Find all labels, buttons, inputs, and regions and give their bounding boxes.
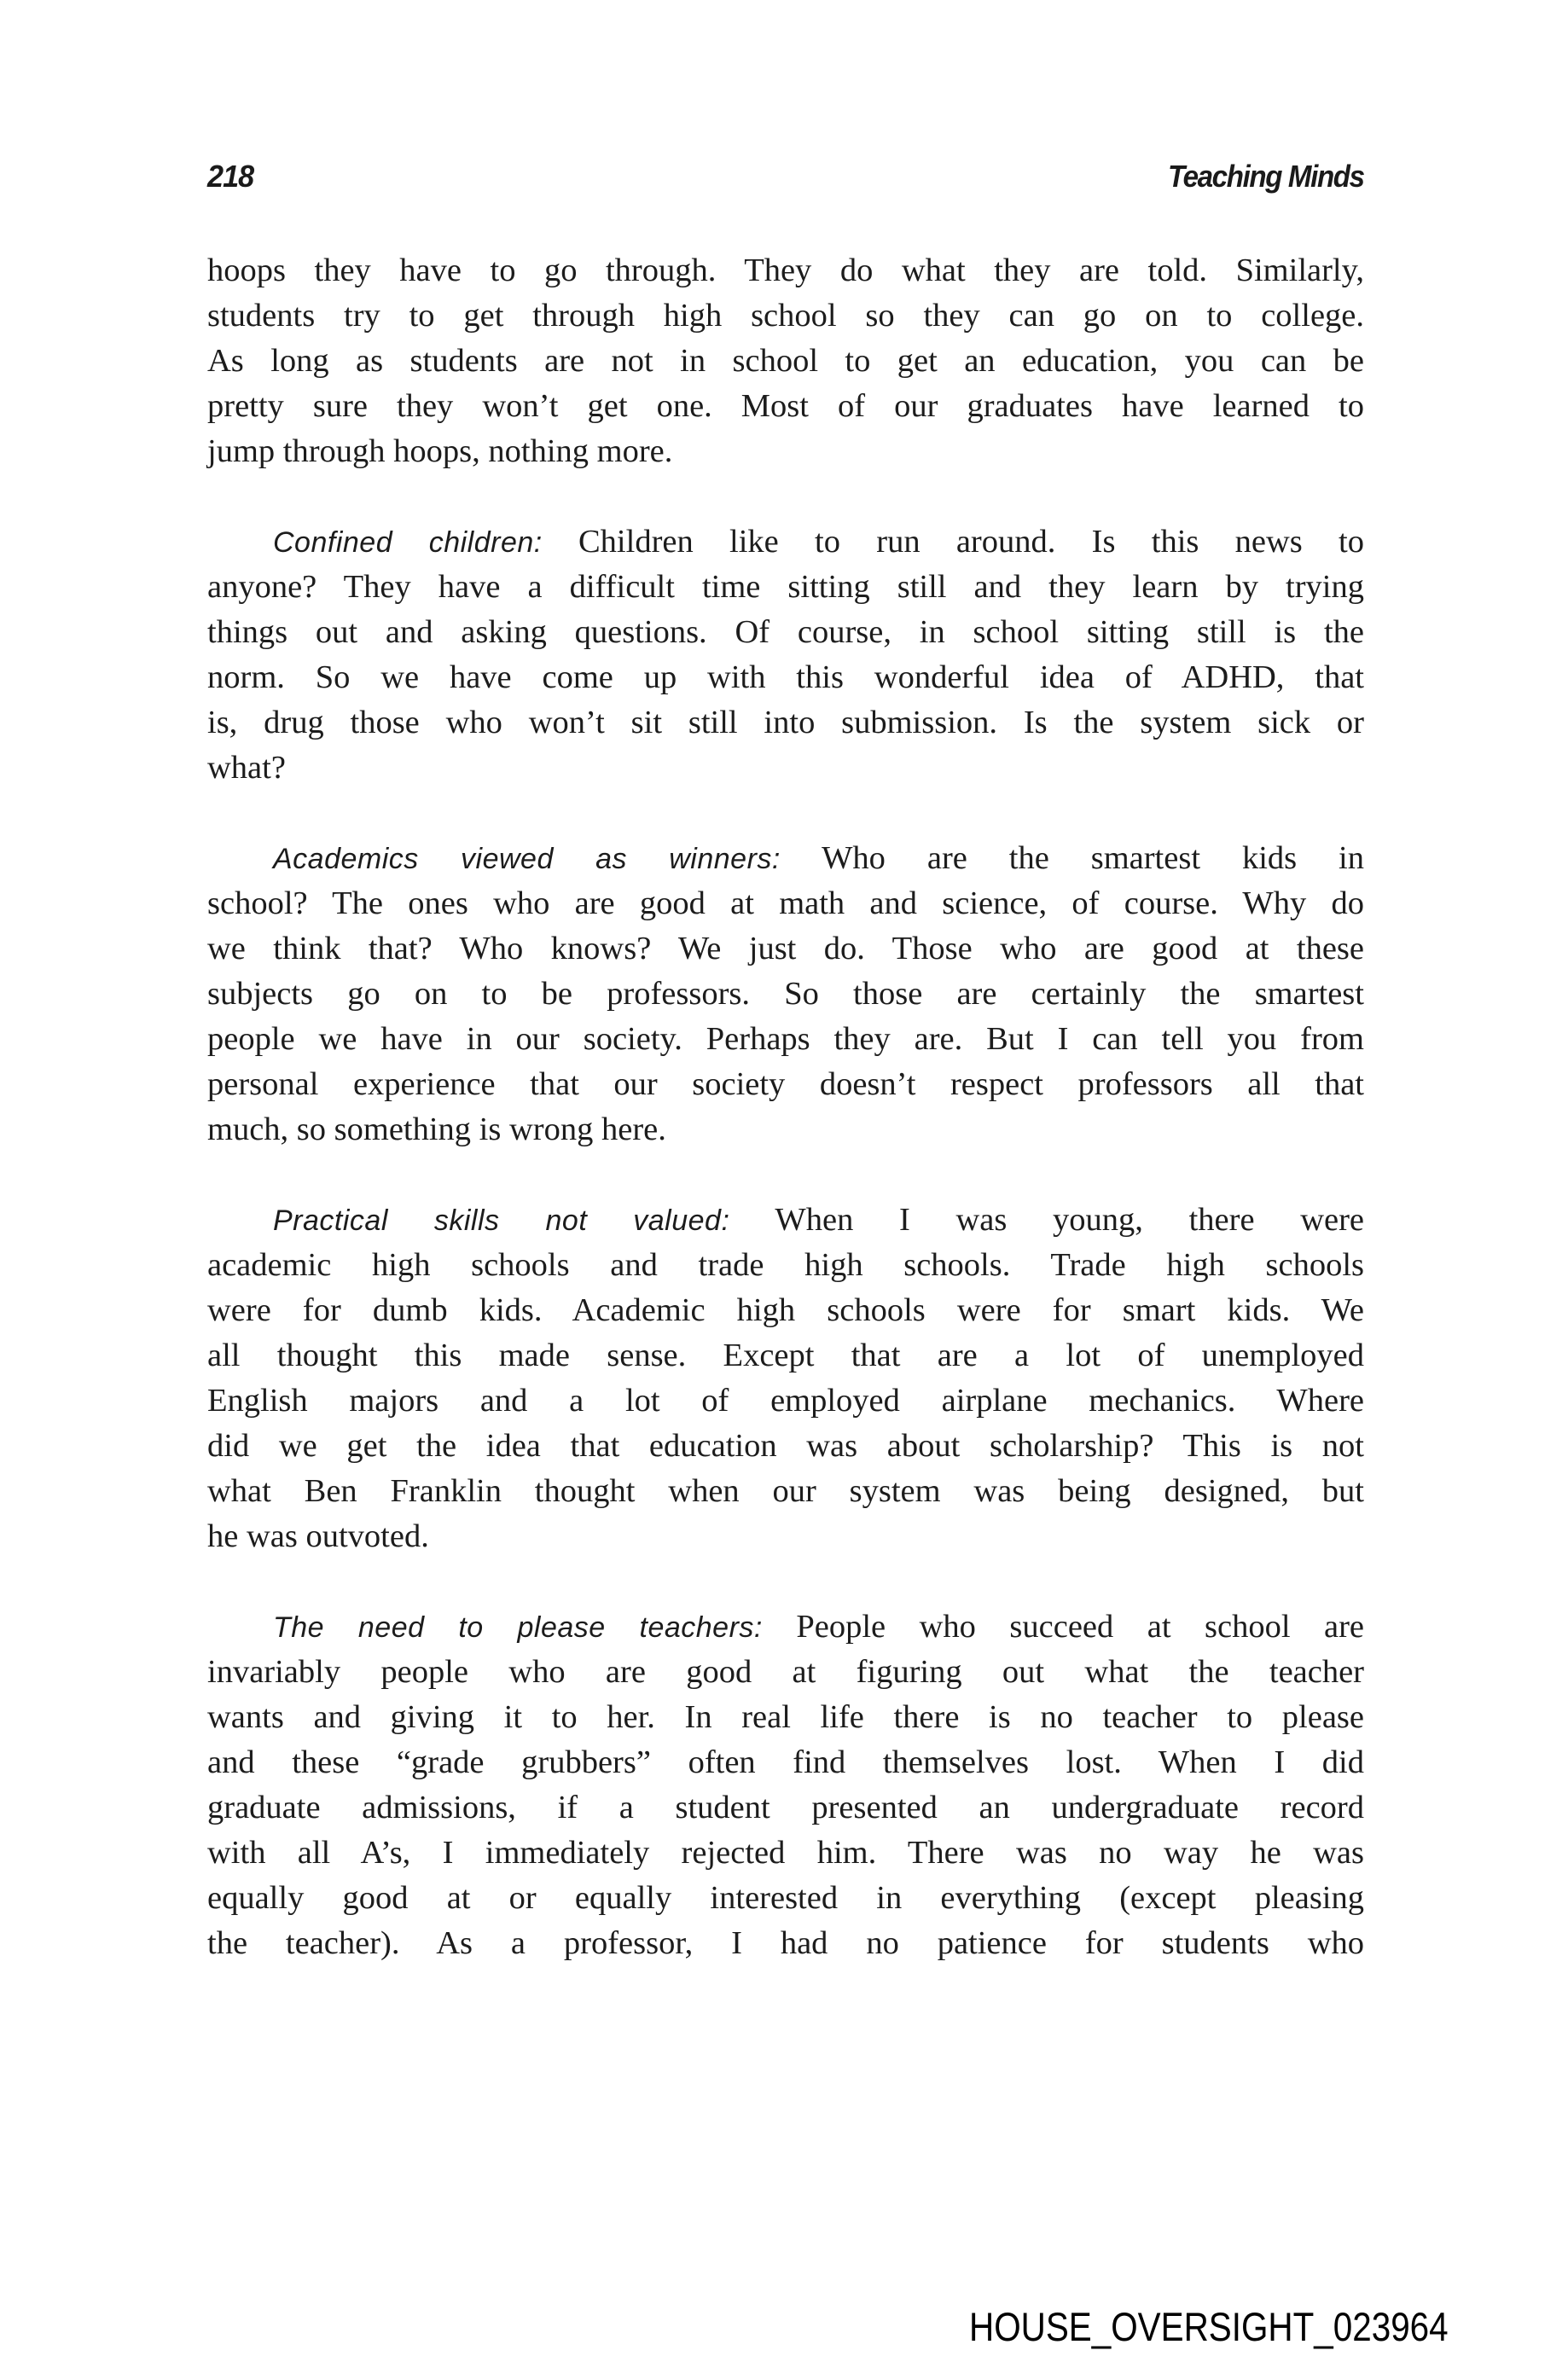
text-line: were for dumb kids. Academic high schools were for smart kids. We — [207, 1292, 1364, 1328]
running-title: Teaching Minds — [1168, 159, 1364, 194]
text-line: personal experience that our society doesn’t respect professors all that — [207, 1066, 1364, 1102]
text-line: and these “grade grubbers” often find themselves lost. When I did — [207, 1744, 1364, 1780]
paragraph-academics-viewed-as-winners — [207, 836, 1364, 1152]
text-line: school? The ones who are good at math and science, of course. Why do — [207, 885, 1364, 921]
text-line: with all A’s, I immediately rejected him. There was no way he was — [207, 1835, 1364, 1871]
text-line: subjects go on to be professors. So those are certainly the smartest — [207, 976, 1364, 1012]
page-header — [207, 159, 1364, 196]
text-line: all thought this made sense. Except that are a lot of unemployed — [207, 1338, 1364, 1373]
text-line: things out and asking questions. Of course, in school sitting still is the — [207, 614, 1364, 650]
text-line: wants and giving it to her. In real life there is no teacher to please — [207, 1699, 1364, 1735]
page-number: 218 — [207, 159, 254, 194]
text-line: invariably people who are good at figuring out what the teacher — [207, 1654, 1364, 1690]
text-line: we think that? Who knows? We just do. Those who are good at these — [207, 931, 1364, 966]
text-line: is, drug those who won’t sit still into submission. Is the system sick or — [207, 705, 1364, 740]
text-line: people we have in our society. Perhaps they are. But I can tell you from — [207, 1021, 1364, 1057]
body-text — [207, 248, 1364, 2011]
text-line: Practical skills not valued: When I was young, there were — [273, 1202, 1364, 1238]
text-line: what Ben Franklin thought when our system was being designed, but — [207, 1473, 1364, 1509]
text-line: graduate admissions, if a student presented an undergraduate record — [207, 1790, 1364, 1825]
text-line: Confined children: Children like to run around. Is this news to — [273, 524, 1365, 560]
text-line: Academics viewed as winners: Who are the smartest kids in — [273, 840, 1364, 876]
text-line: students try to get through high school so they can go on to college. — [207, 298, 1364, 334]
text-line: academic high schools and trade high schools. Trade high schools — [207, 1247, 1364, 1283]
text-line: did we get the idea that education was about scholarship? This is not — [207, 1428, 1364, 1464]
bates-stamp: HOUSE_OVERSIGHT_023964 — [969, 2304, 1449, 2349]
text-line: hoops they have to go through. They do what they are told. Similarly, — [207, 252, 1364, 288]
text-line: The need to please teachers: People who succeed at school are — [273, 1609, 1365, 1645]
paragraph-continuation — [207, 248, 1364, 474]
text-line: what? — [207, 750, 286, 786]
text-line: As long as students are not in school to get an education, you can be — [207, 343, 1364, 379]
paragraph-confined-children — [207, 519, 1364, 791]
paragraph-need-to-please-teachers — [207, 1605, 1364, 1966]
text-line: equally good at or equally interested in everything (except pleasing — [207, 1880, 1364, 1916]
text-line: much, so something is wrong here. — [207, 1111, 666, 1147]
text-line: English majors and a lot of employed airplane mechanics. Where — [207, 1383, 1364, 1419]
text-line: norm. So we have come up with this wonderful idea of ADHD, that — [207, 659, 1364, 695]
text-line: jump through hoops, nothing more. — [207, 433, 673, 469]
runin-heading: Practical skills not valued: — [273, 1204, 730, 1237]
paragraph-practical-skills-not-valued — [207, 1198, 1364, 1559]
runin-heading: Confined children: — [273, 526, 543, 559]
text-line: anyone? They have a difficult time sitting still and they learn by trying — [207, 569, 1364, 605]
text-line: he was outvoted. — [207, 1518, 429, 1554]
text-line: the teacher). As a professor, I had no patience for students who — [207, 1925, 1364, 1961]
runin-heading: The need to please teachers: — [273, 1611, 763, 1644]
runin-heading: Academics viewed as winners: — [273, 843, 781, 875]
text-line: pretty sure they won’t get one. Most of our graduates have learned to — [207, 388, 1364, 424]
